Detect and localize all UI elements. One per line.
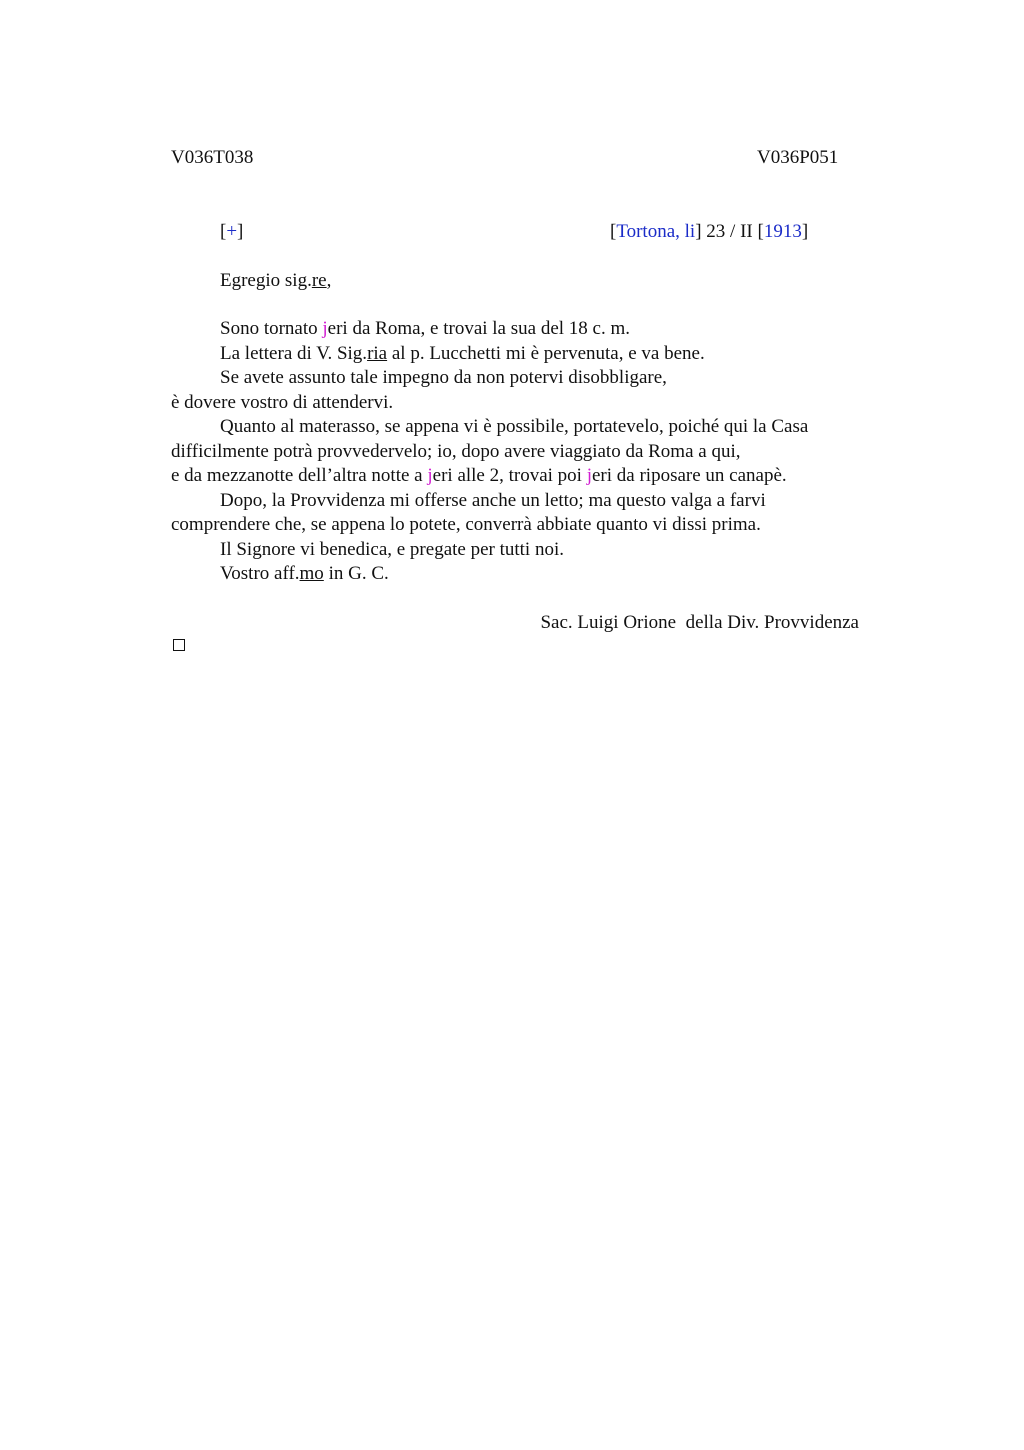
end-marker-box-icon [173,639,185,651]
body-line-7 [171,464,787,488]
signature: Sac. Luigi Orione della Div. Provvidenza [540,612,859,633]
text-segment: eri alle 2, trovai poi [432,465,587,486]
salutation-text: Egregio sig. [220,270,312,291]
document-code-right: V036P051 [757,147,839,168]
variant-letter: j [586,465,592,486]
cross-mark [220,220,243,244]
body-line-3: Se avete assunto tale impegno da non potervi disobbligare, [220,367,667,388]
cross-symbol: + [226,221,238,242]
body-line-4: è dovere vostro di attendervi. [171,392,394,413]
text-segment: e da mezzanotte dell’altra notte a [171,465,428,486]
year-bracket-open: [ [757,221,764,242]
text-segment: Vostro aff. [220,563,300,584]
place: Tortona, li [616,221,696,242]
date: 23 / II [701,221,758,242]
body-line-8: Dopo, la Provvidenza mi offerse anche un letto; ma questo valga a farvi [220,490,766,511]
body-line-9: comprendere che, se appena lo potete, converrà abbiate quanto vi dissi prima. [171,514,761,535]
year-bracket-close: ] [801,221,809,242]
place-bracket-open: [ [610,221,617,242]
body-line-1 [220,317,630,341]
body-line-10: Il Signore vi benedica, e pregate per tutti noi. [220,539,564,560]
text-segment: al p. Lucchetti mi è pervenuta, e va bene. [387,343,705,364]
variant-letter: j [322,318,328,339]
salutation-abbrev: re [311,270,327,291]
body-line-5: Quanto al materasso, se appena vi è possibile, portatevelo, poiché qui la Casa [220,416,809,437]
document-code-left: V036T038 [171,147,254,168]
abbrev-superscript: mo [299,563,324,584]
place-bracket-close: ] [695,221,702,242]
body-line-11 [220,562,389,586]
text-segment: in G. C. [323,563,389,584]
text-segment: La lettera di V. Sig. [220,343,368,364]
variant-letter: j [427,465,433,486]
salutation [220,269,331,293]
body-line-6: difficilmente potrà provvedervelo; io, dopo avere viaggiato da Roma a qui, [171,441,741,462]
dateline [610,220,808,244]
text-segment: Sono tornato [220,318,323,339]
text-segment: eri da riposare un canapè. [592,465,787,486]
abbrev-superscript: ria [367,343,388,364]
body-line-2 [220,342,705,366]
salutation-comma: , [326,270,332,291]
cross-bracket-open: [ [220,221,227,242]
year: 1913 [763,221,802,242]
cross-bracket-close: ] [237,221,244,242]
text-segment: eri da Roma, e trovai la sua del 18 c. m. [327,318,630,339]
